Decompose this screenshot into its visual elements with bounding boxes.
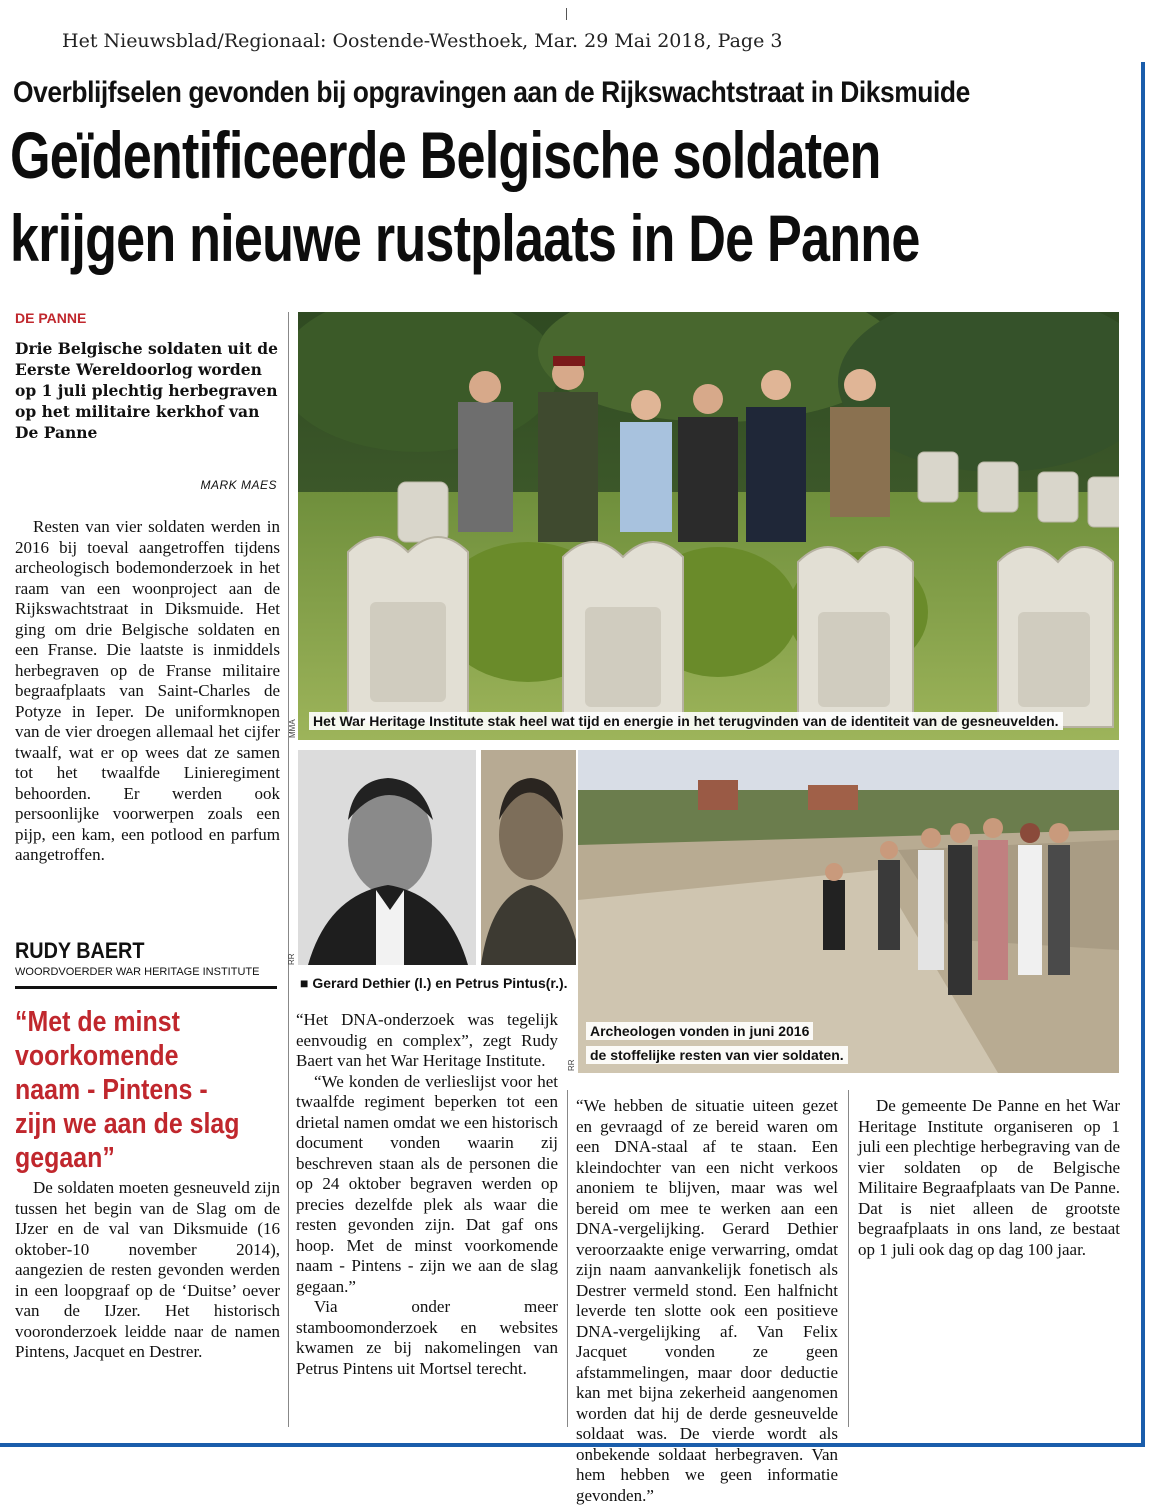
body-column-1a (15, 517, 280, 866)
photo-cemetery-group (298, 312, 1119, 740)
body-paragraph: “We konden de verlieslijst voor het twaalfde regiment beperken tot een drietal namen omdat we een historisch document vonden waarin zij beschreven staan als de personen die op 24 oktober begraven werden op precies dezelfde plek als waar die resten gevonden zijn. Dat gaf ons hoop. Met de minst voorkomende naam - Pintens - zijn we aan de slag gegaan.” (296, 1071, 558, 1296)
column-rule (567, 1090, 568, 1427)
pull-quote: “Met de minst voorkomende naam - Pintens - zijn we aan de slag gegaan” (15, 1006, 240, 1174)
top-photo-credit: MMA (288, 719, 297, 738)
quote-speaker-name: RUDY BAERT (15, 938, 145, 963)
body-paragraph: De soldaten moeten gesneuveld zijn tussen het begin van de Slag om de IJzer en de val van Diksmuide (16 oktober-10 november 2014), aangezien de resten gevonden werden in een loopgraaf op de ‘Duitse’ oever van de IJzer. Het historisch vooronderzoek leidde naar de namen Pintens, Jacquet en Destrer. (15, 1178, 280, 1361)
portrait-illustration-right (481, 750, 576, 965)
portraits-credit: RR (287, 953, 296, 965)
lead-paragraph: Drie Belgische soldaten uit de Eerste Wereldoorlog worden op 1 juli plechtig herbegraven op het militaire kerkhof van De Panne (15, 339, 278, 442)
photo-portrait-dethier (298, 750, 476, 965)
body-column-4 (858, 1096, 1120, 1260)
quote-divider (15, 986, 277, 989)
headline-line-2: krijgen nieuwe rustplaats in De Panne (10, 201, 920, 275)
dateline: DE PANNE (15, 310, 87, 326)
body-paragraph: De gemeente De Panne en het War Heritage Institute organiseren op 1 juli een plechtige herbegraving van de vier soldaten op de Belgische Militaire Begraafplaats van De Panne. Dat is niet alleen de grootste begraafplaats in ons land, ze bestaat op 1 juli ook dag op dag 100 jaar. (858, 1096, 1120, 1259)
source-line: Het Nieuwsblad/Regionaal: Oostende-Westhoek, Mar. 29 Mai 2018, Page 3 (62, 30, 783, 52)
excavation-credit: RR (567, 1059, 576, 1071)
column-rule (848, 1090, 849, 1427)
body-paragraph: Resten van vier soldaten werden in 2016 bij toeval aangetroffen tijdens archeologisch bodemonderzoek in het raam van een woonproject aan de Rijkswachtstraat in Diksmuide. Het ging om drie Belgische soldaten en een Franse. Die laatste is inmiddels herbegraven op de Franse militaire begraafplaats van Saint-Charles de Potyze in Ieper. De uniformknopen van de vier droegen allemaal het cijfer twaalf, wat er op wees dat ze samen tot het twaalfde Linieregiment behoorden. Er werden ook persoonlijke voorwerpen zoals een pijp, een kam, een potlood en parfum aangetroffen. (15, 517, 280, 864)
body-column-2 (296, 1010, 558, 1379)
body-column-3 (576, 1096, 838, 1506)
top-photo-caption: Het War Heritage Institute stak heel wat tijd en energie in het terugvinden van de identiteit van de gesneuvelden. (309, 712, 1063, 730)
page-tick (566, 8, 567, 20)
author-byline: MARK MAES (200, 478, 277, 492)
photo-portrait-pintens (481, 750, 576, 965)
kicker: Overblijfselen gevonden bij opgravingen aan de Rijkswachtstraat in Diksmuide (13, 76, 970, 109)
column-rule (288, 312, 289, 1427)
cemetery-illustration (298, 312, 1119, 740)
body-paragraph: “We hebben de situatie uiteen gezet en gevraagd of ze bereid waren om een DNA-staal af te staan. Een kleindochter van een nicht verkoos anoniem te blijven, maar was wel bereid om mee te werken aan een DNA-vergelijking. Gerard Dethier veroorzaakte enige verwarring, omdat zijn naam aanvankelijk fonetisch als Destrer vermeld stond. Een halfnicht leverde ten slotte ook een positieve DNA-vergelijking af. Van Felix Jacquet vonden ze geen afstammelingen, maar door deductie kan met bijna zekerheid aangenomen worden dat hij de derde gesneuvelde soldaat was. De vierde wordt als onbekende soldaat herbegraven. Van hem hebben we geen informatie gevonden.” (576, 1096, 838, 1505)
quote-speaker-role: WOORDVOERDER WAR HERITAGE INSTITUTE (15, 966, 260, 978)
body-paragraph: “Het DNA-onderzoek was tegelijk eenvoudig en complex”, zegt Rudy Baert van het War Heritage Institute. (296, 1010, 558, 1070)
portraits-caption: ■ Gerard Dethier (l.) en Petrus Pintus(r.). (300, 975, 568, 991)
body-column-1b (15, 1178, 280, 1363)
frame-border-right (1141, 62, 1145, 1446)
portrait-illustration-left (298, 750, 476, 965)
excavation-caption-line-1: Archeologen vonden in juni 2016 (586, 1022, 813, 1040)
frame-border-bottom (0, 1443, 1145, 1447)
body-paragraph: Via onder meer stamboomonderzoek en websites kwamen ze bij nakomelingen van Petrus Pintens uit Mortsel terecht. (296, 1297, 558, 1378)
excavation-caption-line-2: de stoffelijke resten van vier soldaten. (586, 1046, 848, 1064)
headline-line-1: Geïdentificeerde Belgische soldaten (10, 118, 881, 192)
